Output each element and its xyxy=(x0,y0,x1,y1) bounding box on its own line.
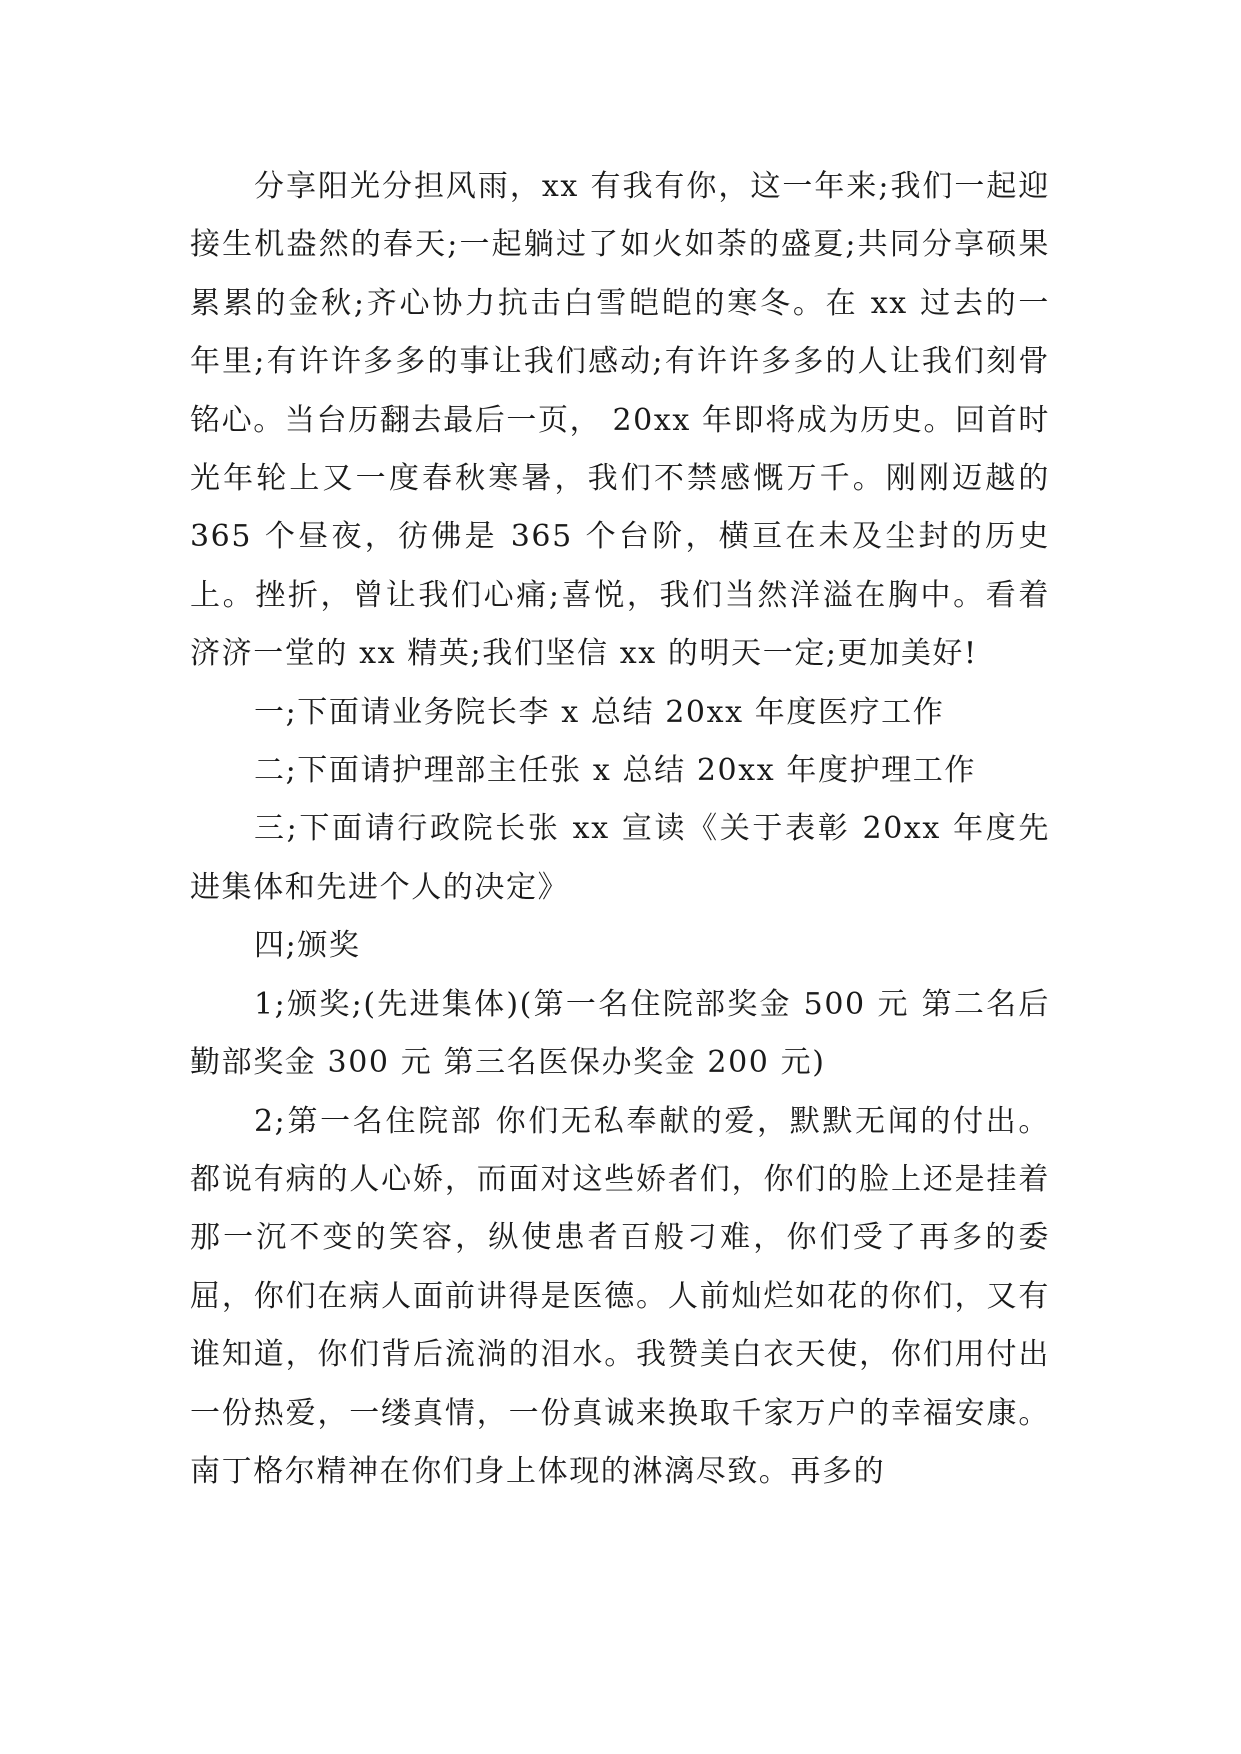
document-body xyxy=(190,158,1050,1501)
paragraph-item-3: 三;下面请行政院长张 xx 宣读《关于表彰 20xx 年度先进集体和先进个人的决定》 xyxy=(190,811,1050,905)
paragraph-item-1: 一;下面请业务院长李 x 总结 20xx 年度医疗工作 xyxy=(254,694,945,730)
paragraph-item-2: 二;下面请护理部主任张 x 总结 20xx 年度护理工作 xyxy=(254,753,976,789)
paragraph-award-1: 1;颁奖;(先进集体)(第一名住院部奖金 500 元 第二名后勤部奖金 300 元 第三名医保办奖金 200 元) xyxy=(190,986,1050,1081)
paragraph-intro: 分享阳光分担风雨，xx 有我有你，这一年来;我们一起迎接生机盎然的春天;一起躺过了如火如荼的盛夏;共同分享硕果累累的金秋;齐心协力抗击白雪皑皑的寒冬。在 xx 过去的一年里;有许许多多的事让我们感动;有许许多多的人让我们刻骨铭心。当台历翻去最后一页， 20xx 年即将成为历史。回首时光年轮上又一度春秋寒暑，我们不禁感慨万千。刚刚迈越的 365 个昼夜，彷佛是 365 个台阶，横亘在未及尘封的历史上。挫折，曾让我们心痛;喜悦，我们当然洋溢在胸中。看着济济一堂的 xx 精英;我们坚信 xx 的明天一定;更加美好! xyxy=(190,169,1050,672)
paragraph-item-4: 四;颁奖 xyxy=(254,928,361,964)
paragraph-award-2: 2;第一名住院部 你们无私奉献的爱，默默无闻的付出。都说有病的人心娇，而面对这些娇者们，你们的脸上还是挂着那一沉不变的笑容，纵使患者百般刁难，你们受了再多的委屈，你们在病人面前讲得是医德。人前灿烂如花的你们，又有谁知道，你们背后流淌的泪水。我赞美白衣天使，你们用付出一份热爱，一缕真情，一份真诚来换取千家万户的幸福安康。南丁格尔精神在你们身上体现的淋漓尽致。再多的 xyxy=(190,1103,1050,1489)
